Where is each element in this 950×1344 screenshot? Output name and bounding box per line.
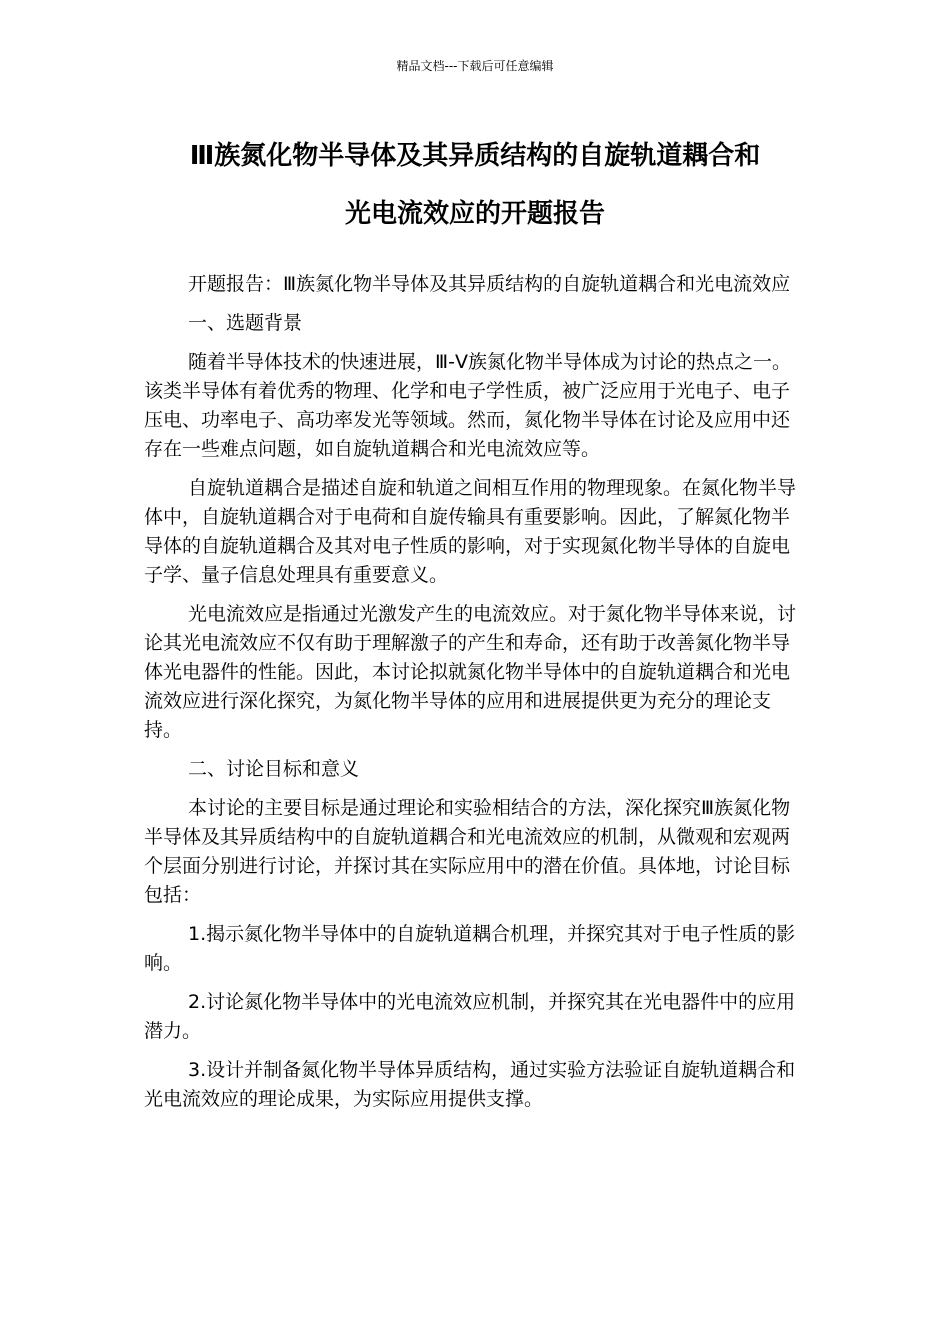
- paragraph-report-subject: 开题报告：Ⅲ族氮化物半导体及其异质结构的自旋轨道耦合和光电流效应: [188, 273, 791, 295]
- paragraph-goals-intro: 本讨论的主要目标是通过理论和实验相结合的方法，深化探究Ⅲ族氮化物半导体及其异质结构中的自旋轨道耦合和光电流效应的机制，从微观和宏观两个层面分别进行讨论，并探讨其在实际应用中的潜在价值。具体地，讨论目标包括：: [144, 797, 791, 906]
- document-title-line-2: 光电流效应的开题报告: [344, 199, 605, 229]
- goal-item-3: 3.设计并制备氮化物半导体异质结构，通过实验方法验证自旋轨道耦合和光电流效应的理论成果，为实际应用提供支撑。: [144, 1059, 796, 1110]
- document-title-line-1: Ⅲ族氮化物半导体及其异质结构的自旋轨道耦合和: [189, 141, 761, 171]
- document-body: [144, 270, 806, 1124]
- section-heading-background: 一、选题背景: [188, 312, 303, 334]
- paragraph-background-1: 随着半导体技术的快速进展，Ⅲ-Ⅴ族氮化物半导体成为讨论的热点之一。该类半导体有着优秀的物理、化学和电子学性质，被广泛应用于光电子、电子压电、功率电子、高功率发光等领域。然而，氮化物半导体在讨论及应用中还存在一些难点问题，如自旋轨道耦合和光电流效应等。: [144, 351, 791, 460]
- paragraph-background-2: 自旋轨道耦合是描述自旋和轨道之间相互作用的物理现象。在氮化物半导体中，自旋轨道耦合对于电荷和自旋传输具有重要影响。因此，了解氮化物半导体的自旋轨道耦合及其对电子性质的影响，对于实现氮化物半导体的自旋电子学、量子信息处理具有重要意义。: [144, 477, 797, 586]
- goal-item-1: 1.揭示氮化物半导体中的自旋轨道耦合机理，并探究其对于电子性质的影响。: [144, 923, 796, 974]
- section-heading-goals: 二、讨论目标和意义: [188, 758, 360, 780]
- goal-item-2: 2.讨论氮化物半导体中的光电流效应机制，并探究其在光电器件中的应用潜力。: [144, 991, 796, 1042]
- page-header-note: 精品文档---下载后可任意编辑: [396, 59, 554, 73]
- paragraph-background-3: 光电流效应是指通过光激发产生的电流效应。对于氮化物半导体来说，讨论其光电流效应不仅有助于理解激子的产生和寿命，还有助于改善氮化物半导体光电器件的性能。因此，本讨论拟就氮化物半导体中的自旋轨道耦合和光电流效应进行深化探究，为氮化物半导体的应用和进展提供更为充分的理论支持。: [144, 603, 797, 741]
